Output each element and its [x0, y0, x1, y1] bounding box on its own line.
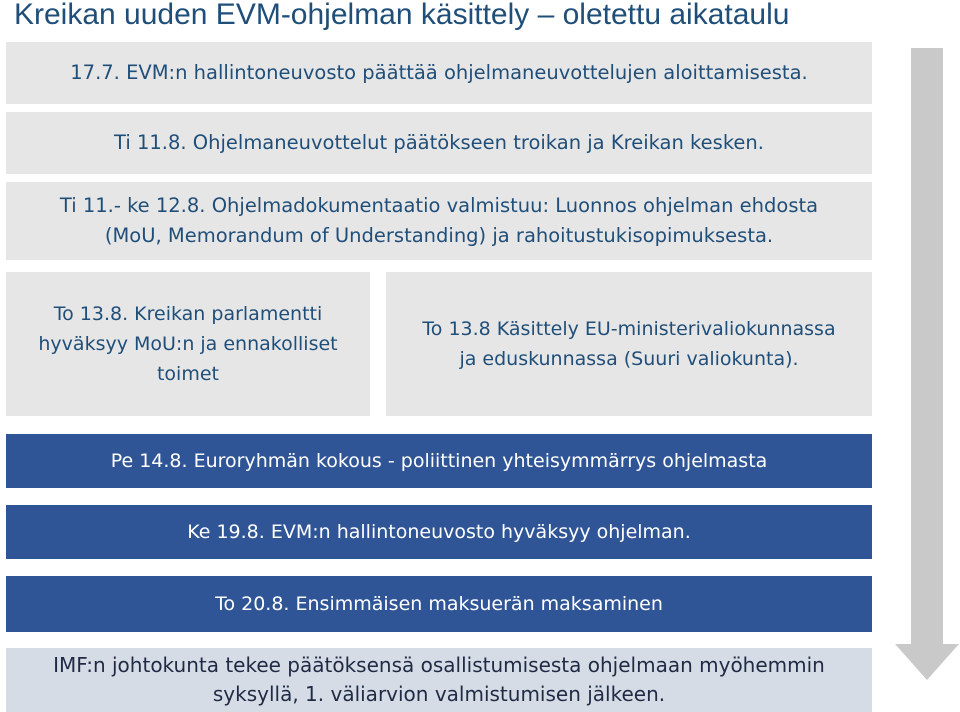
step-to-13-8-committee — [386, 272, 872, 416]
step-to-13-8-parliament — [6, 272, 370, 416]
parliament-line-3: toimet — [156, 363, 219, 385]
step-to-20-8-text: To 20.8. Ensimmäisen maksuerän maksaminen — [215, 593, 663, 615]
step-pe-14-8-text: Pe 14.8. Euroryhmän kokous - poliittinen yhteisymmärrys ohjelmasta — [110, 450, 768, 472]
imf-line-1: IMF:n johtokunta tekee päätöksensä osallistumisesta ohjelmaan myöhemmin — [53, 653, 825, 677]
step-ti-11-8-text: Ti 11.8. Ohjelmaneuvottelut päätökseen troikan ja Kreikan kesken. — [114, 131, 764, 154]
committee-line-2: ja eduskunnassa (Suuri valiokunta). — [459, 348, 799, 370]
step-ti-ke-11-12-8 — [6, 182, 872, 260]
imf-line-2: syksyllä, 1. väliarvion valmistumisen jälkeen. — [212, 682, 666, 706]
parliament-line-1: To 13.8. Kreikan parlamentti — [53, 303, 323, 325]
step-17-7-text: 17.7. EVM:n hallintoneuvosto päättää ohjelmaneuvottelujen aloittamisesta. — [70, 61, 808, 84]
step-ke-19-8 — [6, 505, 872, 559]
page-title: Kreikan uuden EVM-ohjelman käsittely – oletettu aikataulu — [14, 0, 790, 31]
step-to-20-8 — [6, 576, 872, 632]
step-ti-11-8 — [6, 112, 872, 174]
committee-line-1: To 13.8 Käsittely EU-ministerivaliokunnassa — [422, 318, 836, 340]
step-pe-14-8 — [6, 434, 872, 488]
timeline-down-arrow-icon — [895, 48, 959, 680]
step-ti-ke-line-1: Ti 11.- ke 12.8. Ohjelmadokumentaatio valmistuu: Luonnos ohjelman ehdosta — [59, 194, 819, 217]
step-imf — [6, 648, 872, 712]
step-17-7 — [6, 42, 872, 104]
parliament-line-2: hyväksyy MoU:n ja ennakolliset — [38, 333, 338, 355]
step-ke-19-8-text: Ke 19.8. EVM:n hallintoneuvosto hyväksyy ohjelman. — [187, 521, 691, 543]
step-ti-ke-line-2: (MoU, Memorandum of Understanding) ja rahoitustukisopimuksesta. — [104, 224, 774, 247]
